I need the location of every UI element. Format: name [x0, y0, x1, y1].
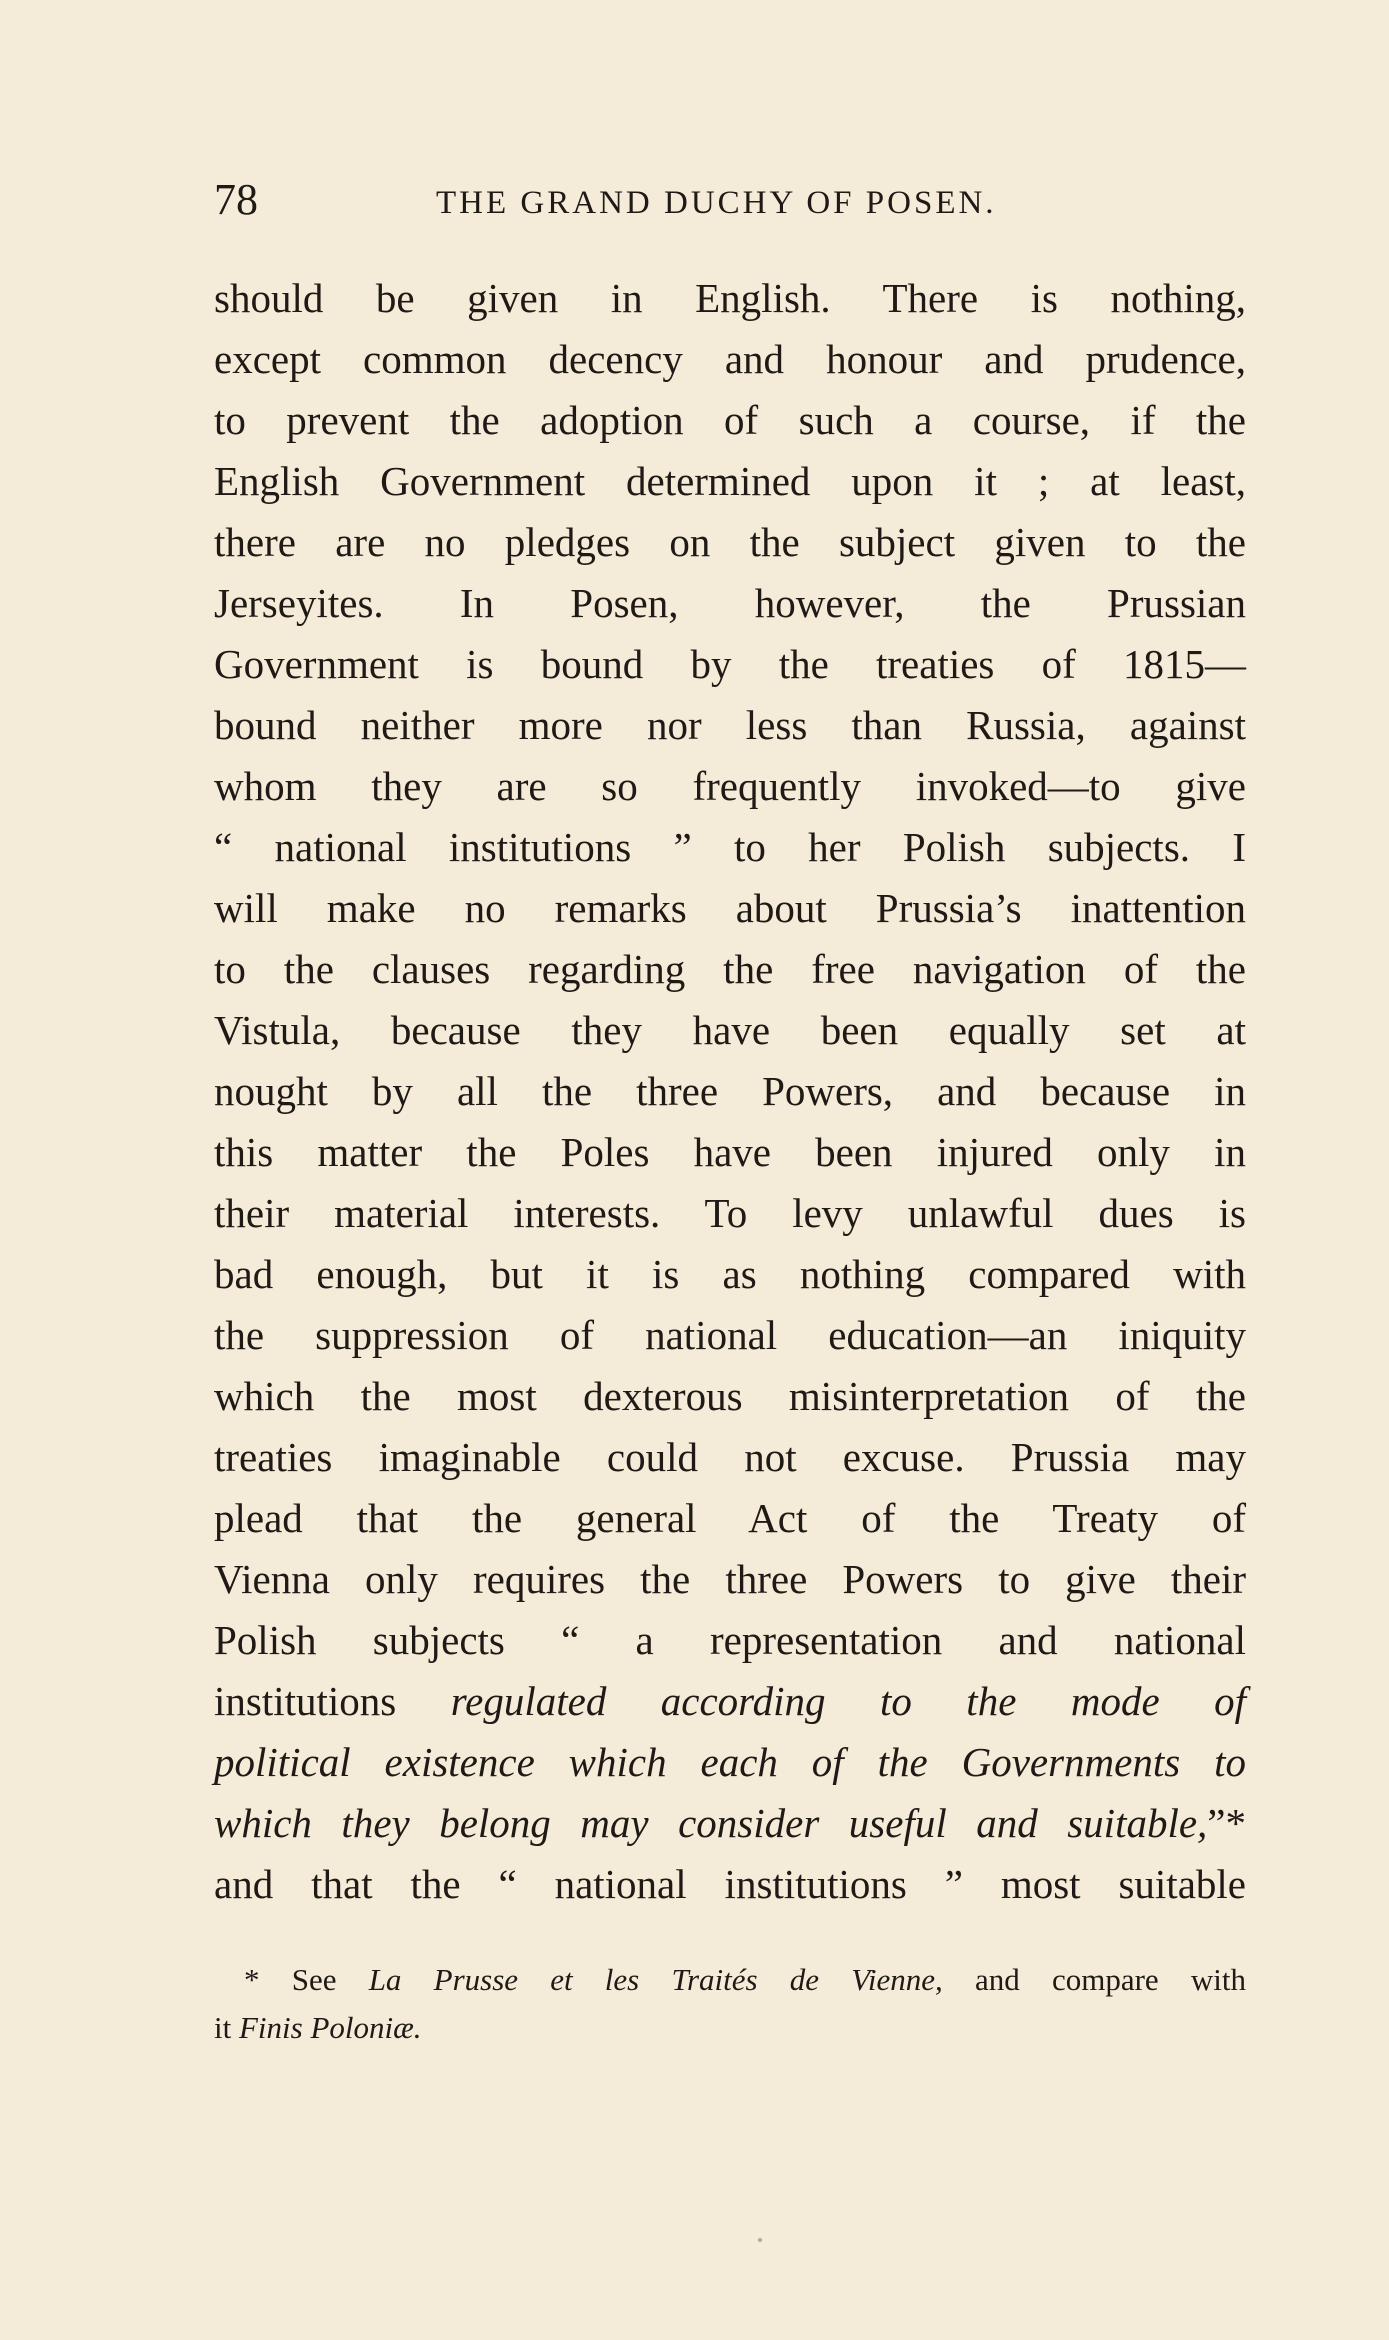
- text-line: Vistula, because they have been equally set at: [214, 1007, 1246, 1053]
- text-line: [214, 1793, 1246, 1854]
- text-line: plead that the general Act of the Treaty of: [214, 1495, 1246, 1541]
- text-line: this matter the Poles have been injured only in: [214, 1129, 1246, 1175]
- text-line: treaties imaginable could not excuse. Prussia may: [214, 1434, 1246, 1480]
- body-text: [214, 268, 1246, 1915]
- running-title: THE GRAND DUCHY OF POSEN.: [436, 185, 997, 221]
- footnote: [214, 1956, 1246, 2052]
- footnote-title: La Prusse et les Traités de Vienne,: [368, 1962, 943, 1997]
- text-line: [214, 1732, 1246, 1793]
- text-line: their material interests. To levy unlawful dues is: [214, 1190, 1246, 1236]
- italic-quote: political existence which each of the Governments to: [214, 1739, 1246, 1785]
- italic-quote: which they belong may consider useful and suitable,: [214, 1800, 1208, 1846]
- page-number: 78: [214, 175, 258, 224]
- page-header: [214, 170, 1244, 230]
- text-line: to the clauses regarding the free navigation of the: [214, 946, 1246, 992]
- text-line: English Government determined upon it ; at least,: [214, 458, 1246, 504]
- text-line: nought by all the three Powers, and because in: [214, 1068, 1246, 1114]
- text-line: and that the “ national institutions ” most suitable: [214, 1861, 1246, 1907]
- text-line: to prevent the adoption of such a course, if the: [214, 397, 1246, 443]
- text-line: Jerseyites. In Posen, however, the Prussian: [214, 580, 1246, 626]
- text-line: there are no pledges on the subject given to the: [214, 519, 1246, 565]
- text-line: which the most dexterous misinterpretation of the: [214, 1373, 1246, 1419]
- text-line: Government is bound by the treaties of 1815—: [214, 641, 1246, 687]
- footnote-line: it Finis Poloniæ.: [214, 2010, 422, 2045]
- italic-quote: regulated according to the mode of: [450, 1678, 1246, 1724]
- text-line: “ national institutions ” to her Polish subjects. I: [214, 824, 1246, 870]
- footnote-marker: * See: [244, 1962, 369, 1997]
- text-line: will make no remarks about Prussia’s inattention: [214, 885, 1246, 931]
- paper-speck: [758, 2238, 762, 2242]
- footnote-line: * See La Prusse et les Traités de Vienne, and compare with: [244, 1962, 1247, 1997]
- text-line: except common decency and honour and prudence,: [214, 336, 1246, 382]
- text-line: bound neither more nor less than Russia, against: [214, 702, 1246, 748]
- text-line: institutions regulated according to the mode of: [214, 1678, 1246, 1724]
- footnote-reference: ”*: [1207, 1800, 1246, 1846]
- text-line: bad enough, but it is as nothing compared with: [214, 1251, 1246, 1297]
- text-line: Polish subjects “ a representation and national: [214, 1617, 1246, 1663]
- text-line: whom they are so frequently invoked—to give: [214, 763, 1246, 809]
- text-line: should be given in English. There is nothing,: [214, 275, 1246, 321]
- footnote-title: Finis Poloniæ.: [238, 2010, 422, 2045]
- text-line: the suppression of national education—an iniquity: [214, 1312, 1246, 1358]
- text-line: Vienna only requires the three Powers to give their: [214, 1556, 1246, 1602]
